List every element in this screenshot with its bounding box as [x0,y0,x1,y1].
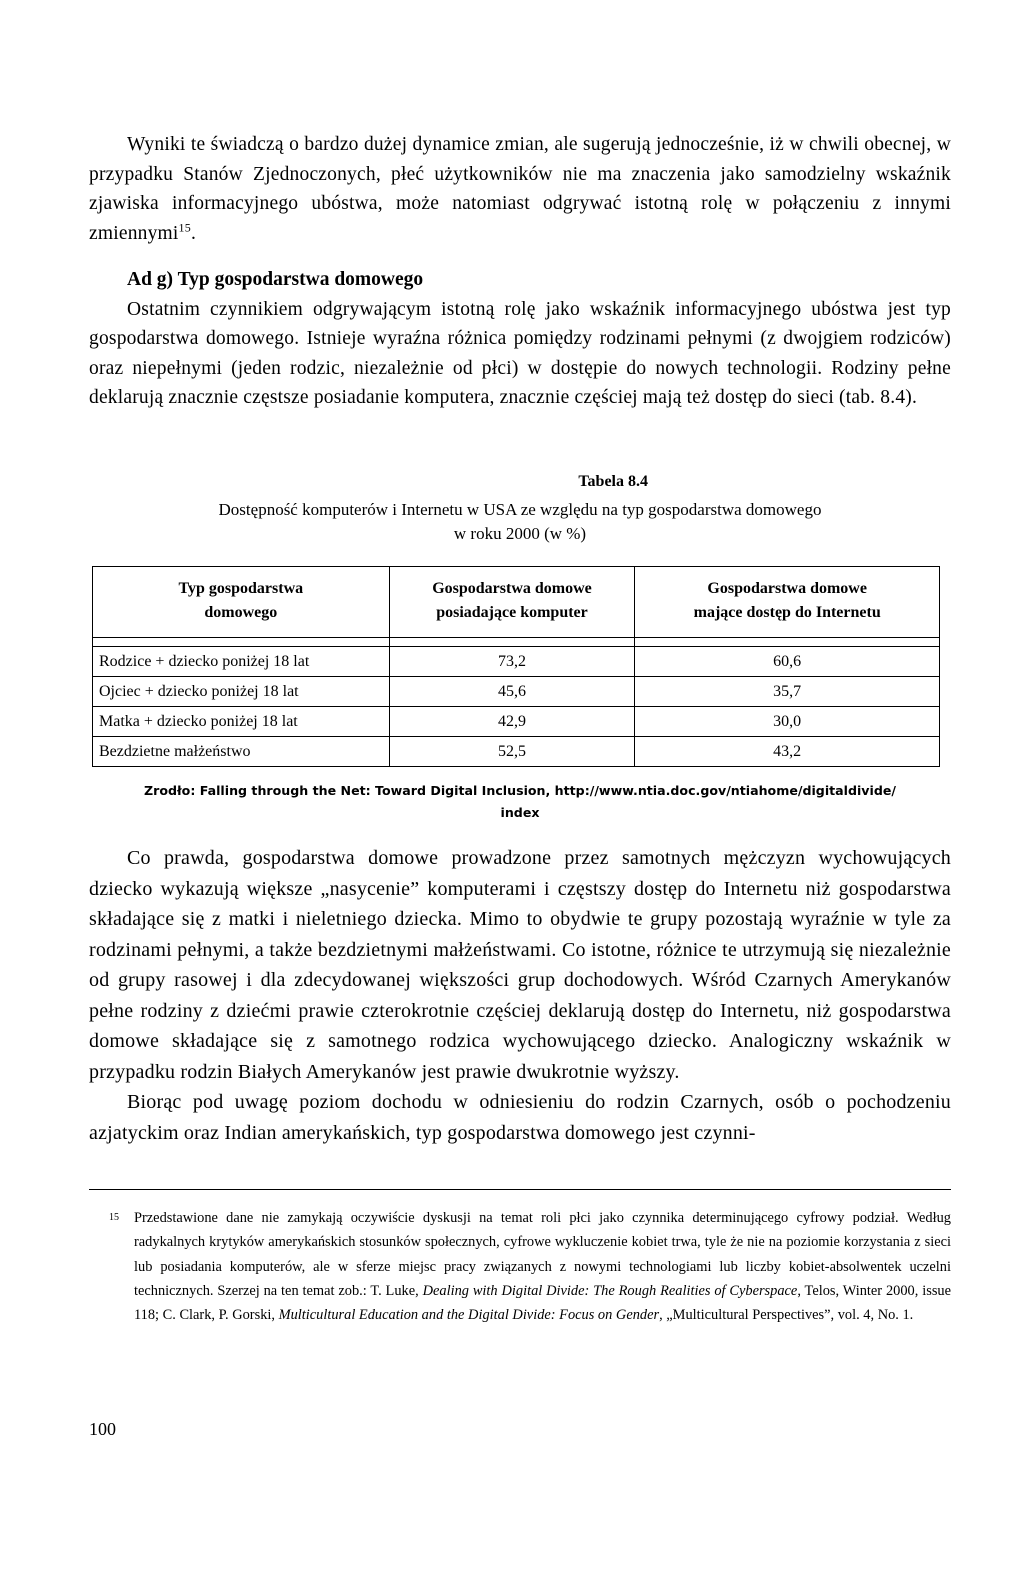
cell-internet: 35,7 [635,677,940,707]
footnote-divider [89,1189,951,1190]
header-household-type: Typ gospodarstwa domowego [93,567,390,638]
footnote-text-a: Przedstawione dane nie zamykają oczywiście dyskusji na temat roli płci jako czynnika determinującego cyfrowy podział. Według radykalnych krytyków amerykańskich stosunków społecznych, cyfrowe wykluczenie kobiet trwa, tyle że nie na poziomie korzystania z sieci lub posiadania komputerów, ale w sferze miejsc pracy związanych z nowymi technologiami lub liczby kobiet-absolwentek uczelni technicznych. Szerzej na ten temat zob.: T. Luke, [134,1210,951,1299]
footnote-reference[interactable]: 15 [178,220,191,234]
header-has-internet: Gospodarstwa domowe mające dostęp do Internetu [635,567,940,638]
table-row [93,737,940,767]
cell-household-type: Ojciec + dziecko poniżej 18 lat [93,677,390,707]
section-paragraph: Ostatnim czynnikiem odgrywającym istotną rolę jako wskaźnik informacyjnego ubóstwa jest typ gospodarstwa domowego. Istnieje wyraźna różnica pomiędzy rodzinami pełnymi (z dwojgiem rodziców) oraz niepełnymi (jeden rodzic, niezależnie od płci) w dostępie do nowych technologii. Rodziny pełne deklarują znacznie częstsze posiadanie komputera, znacznie częściej mają też dostęp do sieci (tab. 8.4). [89,298,951,408]
intro-text: Wyniki te świadczą o bardzo dużej dynamice zmian, ale sugerują jednocześnie, iż w chwili obecnej, w przypadku Stanów Zjednoczonych, płeć użytkowników nie ma znaczenia jako samodzielny wskaźnik zjawiska informacyjnego ubóstwa, może natomiast odgrywać istotną rolę w połączeniu z innymi zmiennymi [89,134,951,244]
table-row [93,647,940,677]
main-paragraph-1: Co prawda, gospodarstwa domowe prowadzone przez samotnych mężczyzn wychowujących dziecko wykazują większe „nasycenie” komputerami i częstszy dostęp do Internetu niż gospodarstwa składające się z matki i nieletniego dziecka. Mimo to obydwie te grupy pozostają wyraźnie w tyle za rodzinami pełnymi, a także bezdzietnymi małżeństwami. Co istotne, różnice te utrzymują się niezależnie od grupy rasowej i dla zdecydowanej większości grup dochodowych. Wśród Czarnych Amerykanów pełne rodziny z dziećmi prawie czterokrotnie częściej deklarują dostęp do Internetu, niż gospodarstwa domowe składające się z samotnego rodzica wychowującego dziecko. Analogiczny wskaźnik w przypadku rodzin Białych Amerykanów jest prawie dwukrotnie wyższy. [89,847,951,1083]
section-heading: Ad g) Typ gospodarstwa domowego [127,269,424,290]
footnote-title-2: Multicultural Education and the Digital Divide: Focus on Gender [278,1307,660,1324]
table-source-line-1: Zrodło: Falling through the Net: Toward Digital Inclusion, http://www.ntia.doc.gov/ntiahome/digitaldivide/ [144,783,896,798]
table-label-row [89,473,951,491]
cell-internet: 60,6 [635,647,940,677]
cell-computer: 45,6 [389,677,635,707]
intro-paragraph [89,130,951,248]
cell-household-type: Bezdzietne małżeństwo [93,737,390,767]
cell-computer: 42,9 [389,707,635,737]
table-row [93,707,940,737]
table-source [89,780,951,824]
cell-internet: 43,2 [635,737,940,767]
table-caption [89,498,951,546]
table-caption-line-2: w roku 2000 (w %) [453,524,587,543]
main-text-block [89,843,951,1148]
table-caption-line-1: Dostępność komputerów i Internetu w USA ze względu na typ gospodarstwa domowego [218,500,822,519]
footnote-number: 15 [109,1212,119,1223]
table-row [93,677,940,707]
cell-internet: 30,0 [635,707,940,737]
footnote [89,1206,951,1327]
table-spacer-row [93,638,940,647]
intro-paragraph-block [89,130,951,248]
cell-computer: 73,2 [389,647,635,677]
table-source-line-2: index [500,805,540,820]
data-table [92,566,940,767]
page-number: 100 [89,1419,116,1439]
cell-computer: 52,5 [389,737,635,767]
footnote-text-c: , „Multicultural Perspectives”, vol. 4, No. 1. [659,1307,914,1324]
table-label: Tabela 8.4 [578,473,648,490]
cell-household-type: Matka + dziecko poniżej 18 lat [93,707,390,737]
footnote-title-1: Dealing with Digital Divide: The Rough Realities of Cyberspace [422,1282,798,1299]
main-paragraph-2: Biorąc pod uwagę poziom dochodu w odniesieniu do rodzin Czarnych, osób o pochodzeniu azjatyckim oraz Indian amerykańskich, typ gospodarstwa domowego jest czynni- [89,1091,951,1144]
section-household-type [89,265,951,413]
intro-end: . [190,222,197,244]
table-header-row [93,567,940,638]
cell-household-type: Rodzice + dziecko poniżej 18 lat [93,647,390,677]
footnote-text-b: , Telos, Winter 2000, issue 118; C. Clark, P. Gorski, [134,1282,952,1324]
header-has-computer: Gospodarstwa domowe posiadające komputer [389,567,635,638]
